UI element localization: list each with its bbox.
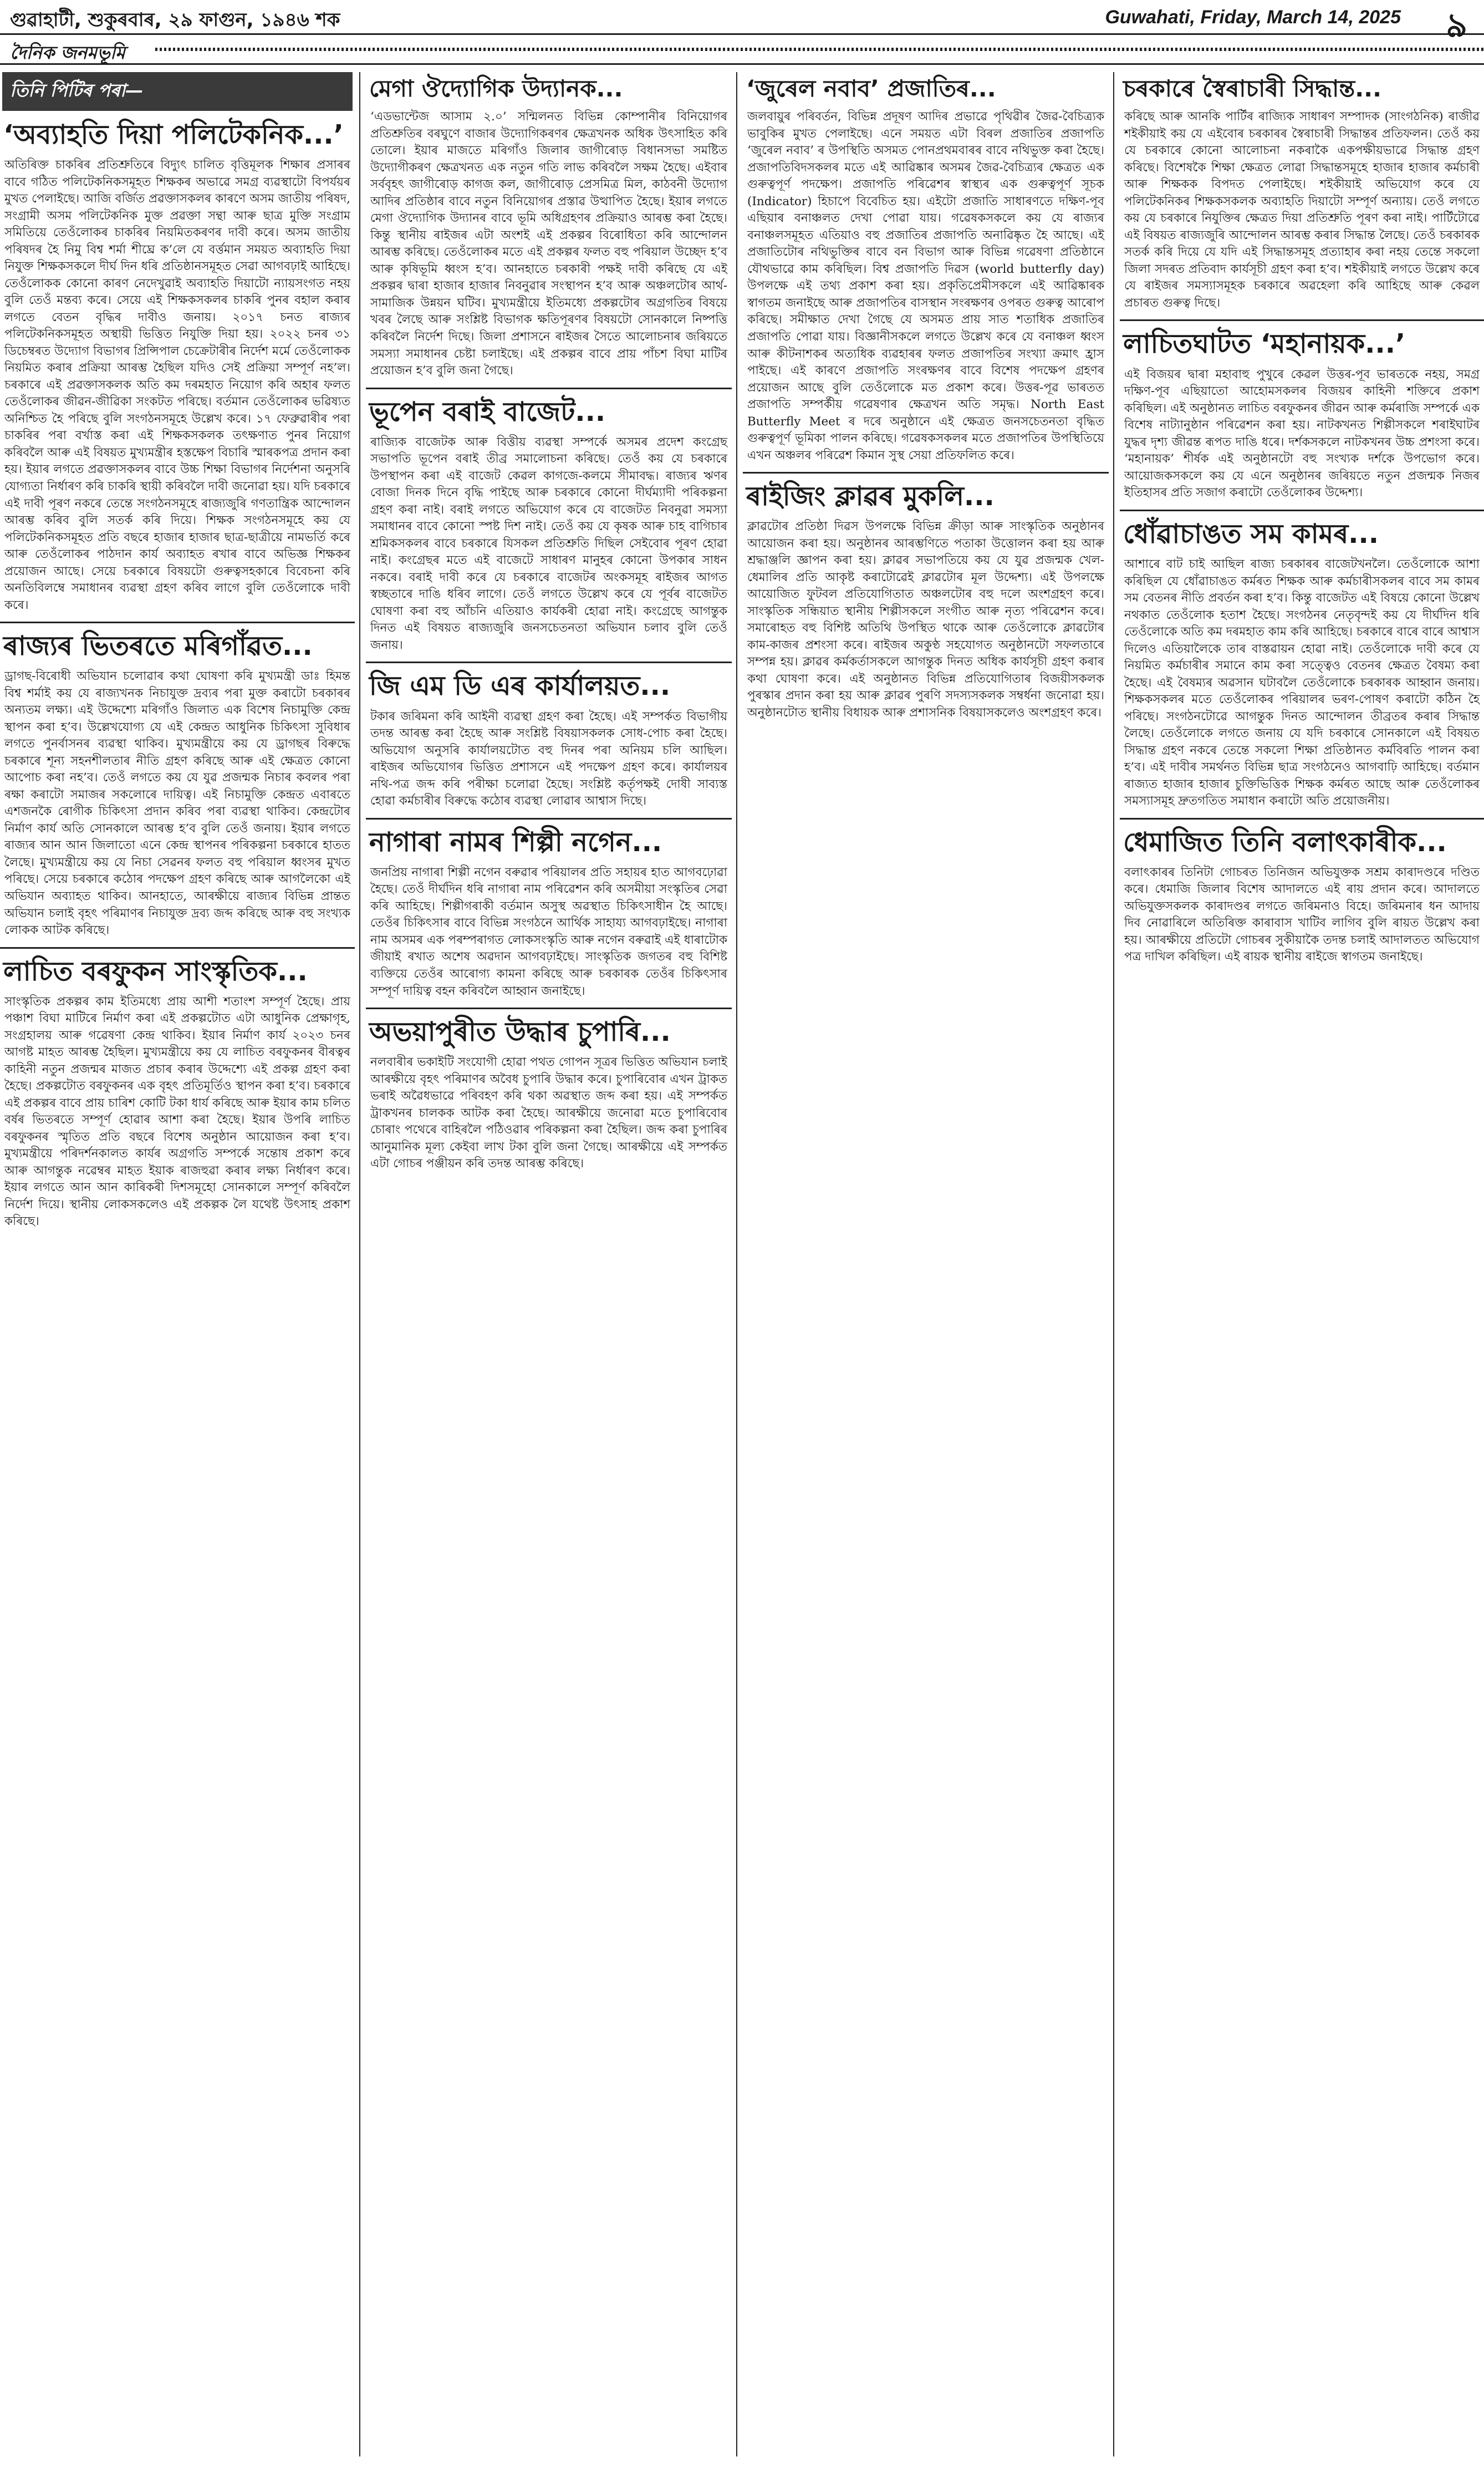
article-divider: [0, 947, 355, 949]
decorative-rule: [155, 48, 1484, 51]
article-headline: ‘জুৰেল নবাব’ প্ৰজাতিৰ...: [746, 75, 996, 102]
article-divider: [366, 388, 732, 389]
article-headline: ধোঁৱাচাঙত সম কামৰ...: [1123, 518, 1379, 550]
article-body: বলাৎকাৰৰ তিনিটা গোচৰত তিনিজন অভিযুক্তক সশ্ৰম কাৰাদণ্ডৰে দণ্ডিত কৰে। ধেমাজি জিলাৰ বিশেষ আদালতে এই ৰায় প্ৰদান কৰে। আদালতে অভিযুক্তসকলক কাৰাদণ্ডৰ লগতে জৰিমনাও বিহে। জৰিমনাৰ ধন আদায় দিব নোৱাৰিলে অতিৰিক্ত কাৰাবাস খাটিব লাগিব বুলি ৰায়ত উল্লেখ কৰা হয়। আৰক্ষীয়ে প্ৰতিটো গোচৰৰ সুকীয়াকৈ তদন্ত চলাই আদালতত অভিযোগ পত্ৰ দাখিল কৰিছিল। এই ৰায়ক স্থানীয় ৰাইজে স্বাগতম জনাইছে।: [1124, 865, 1480, 964]
article-headline: চৰকাৰে স্বৈৰাচাৰী সিদ্ধান্ত...: [1123, 75, 1382, 102]
article-body: ‘এডভান্টেজ আসাম ২.০’ সন্মিলনত বিভিন্ন কোম্পানীৰ বিনিয়োগৰ প্ৰতিশ্ৰুতিৰ বৰঘুণে বাজাৰ উদ্যোগিকৰণৰ ক্ষেত্ৰখনক অধিক উৎসাহিত কৰি তোলে। ইয়াৰ মাজতে মৰিগাঁও জিলাৰ জাগীৰোড় বিধানসভা সমষ্টিত উদ্যোগীকৰণ ক্ষেত্ৰখনত এক নতুন গতি লাভ কৰিবলৈ সক্ষম হৈছে। এইবাৰ সৰ্ববৃহৎ জাগীৰোড় কাগজ কল, জাগীৰোড় প্ৰেসমিত্ৰ মিল, কাঠবনী উদ্যোগ আদিৰ প্ৰতিষ্ঠাৰ বাবে নতুন বিনিয়োগৰ প্ৰস্তাৱ উত্থাপিত হৈছে। ইয়াৰ লগতে মেগা ঔদ্যোগিক উদ্যানৰ বাবে ভূমি অধিগ্ৰহণৰ প্ৰক্ৰিয়াও আৰম্ভ কৰা হৈছে। কিন্তু স্থানীয় ৰাইজৰ এটা অংশই এই প্ৰকল্পৰ বিৰোধিতা কৰি আন্দোলন আৰম্ভ কৰিছে। তেওঁলোকৰ মতে এই প্ৰকল্পৰ ফলত বহু পৰিয়াল উচ্ছেদ হ’ব আৰু কৃষিভূমি ধ্বংস হ’ব। আনহাতে চৰকাৰী পক্ষই দাবী কৰিছে যে এই প্ৰকল্পৰ দ্বাৰা হাজাৰ হাজাৰ নিবনুৱাৰ সংস্থাপন হ’ব আৰু অঞ্চলটোৰ আৰ্থ-সামাজিক উন্নয়ন ঘটিব। মুখ্যমন্ত্ৰীয়ে ইতিমধ্যে প্ৰকল্পটোৰ অগ্ৰগতিৰ বিষয়ে খবৰ লৈছে আৰু সংশ্লিষ্ট বিভাগক ক্ষতিপূৰণৰ বিষয়টো সোনকালে নিষ্পত্তি কৰিবলৈ নিৰ্দেশ দিছে। জিলা প্ৰশাসনে ৰাইজৰ সৈতে আলোচনাৰ জৰিয়তে সমস্যা সমাধানৰ চেষ্টা চলাইছে। এই প্ৰকল্পৰ বাবে প্ৰায় পাঁচশ বিঘা মাটিৰ প্ৰয়োজন হ’ব বুলি জনা গৈছে।: [370, 110, 727, 378]
article-headline: ধেমাজিত তিনি বলাৎকাৰীক...: [1123, 826, 1447, 858]
article-headline: লাচিত বৰফুকন সাংস্কৃতিক...: [3, 955, 308, 987]
article-divider: [743, 472, 1109, 474]
article-divider: [366, 662, 732, 663]
article-body: আশাৰে বাট চাই আছিল ৰাজ্য চৰকাৰৰ বাজেটখনলৈ। তেওঁলোকে আশা কৰিছিল যে ধোঁৱাচাঙত কৰ্মৰত শিক্ষক আৰু কৰ্মচাৰীসকলৰ বাবে সম কামৰ সম বেতনৰ নীতি প্ৰবৰ্তন কৰা হ’ব। কিন্তু বাজেটত এই বিষয়ে কোনো উল্লেখ নথকাত তেওঁলোক হতাশ হৈছে। সংগঠনৰ নেতৃবৃন্দই কয় যে দীৰ্ঘদিন ধৰি তেওঁলোকে অতি কম দৰমহাত কাম কৰি আহিছে। চৰকাৰে বাৰে বাৰে আশ্বাস দিলেও এতিয়ালৈকে তাৰ বাস্তৱায়ন হোৱা নাই। তেওঁলোকে দাবী কৰে যে নিয়মিত কৰ্মচাৰীৰ সমানে কাম কৰা সত্ত্বেও বেতনৰ ক্ষেত্ৰত বৈষম্য কৰা হৈছে। এই বৈষম্যৰ অৱসান ঘটাবলৈ তেওঁলোকে চৰকাৰক আহ্বান জনায়। শিক্ষকসকলৰ মতে তেওঁলোকৰ পৰিয়ালৰ ভৰণ-পোষণ কৰাটো কঠিন হৈ পৰিছে। সংগঠনটোৱে আগন্তুক দিনত আন্দোলন তীব্ৰতৰ কৰাৰ সিদ্ধান্ত লৈছে। তেওঁলোকে লগতে জনায় যে যদি চৰকাৰে সোনকালে এই বিষয়ত সিদ্ধান্ত গ্ৰহণ নকৰে তেন্তে সকলো শিক্ষা প্ৰতিষ্ঠানত কৰ্মবিৰতি পালন কৰা হ’ব। এই দাবীৰ সমৰ্থনত বিভিন্ন ছাত্ৰ সংগঠনেও আগবাঢ়ি আহিছে। বৰ্তমান ৰাজ্যত হাজাৰ হাজাৰ চুক্তিভিত্তিক শিক্ষক কৰ্মৰত আছে আৰু তেওঁলোকৰ সমস্যাসমূহ দ্ৰুতগতিত সমাধান কৰাটো অতি প্ৰয়োজনীয়।: [1124, 557, 1480, 808]
column-divider: [359, 72, 360, 2456]
column-divider: [1113, 72, 1114, 2456]
article-headline: লাচিতঘাটত ‘মহানায়ক...’: [1123, 328, 1406, 360]
article-headline: ভূপেন বৰাই বাজেট...: [369, 396, 606, 428]
article-divider: [1120, 818, 1484, 820]
column-1: [0, 72, 355, 2456]
column-2: [366, 72, 732, 2456]
article-headline: ‘অব্যাহতি দিয়া পলিটেকনিক...’: [3, 119, 344, 150]
article-divider: [366, 818, 732, 820]
article-divider: [0, 622, 355, 623]
article-body: ড্ৰাগছ-বিৰোধী অভিযান চলোৱাৰ কথা ঘোষণা কৰি মুখ্যমন্ত্ৰী ডাঃ হিমন্ত বিশ্ব শৰ্মাই কয় যে ৰাজ্যখনক নিচাযুক্ত দ্ৰব্যৰ পৰা মুক্ত কৰাটো চৰকাৰৰ অন্যতম লক্ষ্য। এই উদ্দেশ্যে মৰিগাঁও জিলাত এক বিশেষ নিচামুক্তি কেন্দ্ৰ স্থাপন কৰা হ’ব। উল্লেখযোগ্য যে এই কেন্দ্ৰত আধুনিক চিকিৎসা সুবিধাৰ লগতে পুনৰ্বাসনৰ ব্যৱস্থা থাকিব। মুখ্যমন্ত্ৰীয়ে কয় যে ড্ৰাগছৰ বিৰুদ্ধে চৰকাৰে শূন্য সহনশীলতাৰ নীতি গ্ৰহণ কৰিছে আৰু এই ক্ষেত্ৰত কোনো আপোচ কৰা নহ’ব। তেওঁ লগতে কয় যে যুৱ প্ৰজন্মক নিচাৰ কবলৰ পৰা ৰক্ষা কৰাটো সমাজৰ সকলোৰে দায়িত্ব। এই নিচামুক্তি কেন্দ্ৰত এবাৰতে এশজনকৈ ৰোগীক চিকিৎসা প্ৰদান কৰিব পৰা ব্যৱস্থা থাকিব। কেন্দ্ৰটোৰ নিৰ্মাণ কাৰ্য অতি সোনকালে আৰম্ভ হ’ব বুলি তেওঁ জনায়। ইয়াৰ লগতে ৰাজ্যৰ আন আন জিলাতো এনে কেন্দ্ৰ স্থাপনৰ পৰিকল্পনা চৰকাৰে হাতত লৈছে। মুখ্যমন্ত্ৰীয়ে কয় যে নিচা সেৱনৰ ফলত বহু পৰিয়াল ধ্বংসৰ মুখত পৰিছে। সেয়ে চৰকাৰে কঠোৰ পদক্ষেপ গ্ৰহণ কৰিছে আৰু আগলৈকো এই অভিযান অব্যাহত থাকিব। আনহাতে, আৰক্ষীয়ে ৰাজ্যৰ বিভিন্ন প্ৰান্তত অভিযান চলাই বৃহৎ পৰিমাণৰ নিচাযুক্ত দ্ৰব্য জব্দ কৰিছে আৰু বহু সংখ্যক লোকক আটক কৰিছে।: [4, 669, 350, 938]
article-headline: ৰাজ্যৰ ভিতৰতে মৰিগাঁৱত...: [3, 630, 313, 662]
article-headline: জি এম ডি এৰ কাৰ্যালয়ত...: [369, 670, 671, 702]
page-number: ৯: [1446, 6, 1467, 45]
article-divider: [1120, 319, 1484, 321]
article-body: এই বিজয়ৰ দ্বাৰা মহাবাহু পুখুৰে কেৱল উত্তৰ-পূব ভাৰতকে নহয়, সমগ্ৰ দক্ষিণ-পূব এছিয়াতো আহোমসকলৰ বিজয়ৰ কাহিনী শক্তিৰে প্ৰকাশ কৰিছিল। এই অনুষ্ঠানত লাচিত বৰফুকনৰ জীৱন আৰু কৰ্মৰাজি সম্পৰ্কে এক বিশেষ নাট্যানুষ্ঠান পৰিৱেশন কৰা হয়। নাটকখনত শিল্পীসকলে শৰাইঘাটৰ যুদ্ধৰ দৃশ্য জীৱন্ত ৰূপত দাঙি ধৰে। দৰ্শকসকলে নাটকখনৰ উচ্চ প্ৰশংসা কৰে। ‘মহানায়ক’ শীৰ্ষক এই অনুষ্ঠানটো বহু সংখ্যক দৰ্শকে উপভোগ কৰে। আয়োজকসকলে কয় যে এনে অনুষ্ঠানৰ জৰিয়তে নতুন প্ৰজন্মক নিজৰ ইতিহাসৰ প্ৰতি সজাগ কৰাটো তেওঁলোকৰ উদ্দেশ্য।: [1124, 367, 1480, 500]
header-date-assamese: গুৱাহাটী, শুকুৰবাৰ, ২৯ ফাগুন, ১৯৪৬ শক: [10, 9, 340, 31]
article-body: ক্লাৱটোৰ প্ৰতিষ্ঠা দিৱস উপলক্ষে বিভিন্ন ক্ৰীড়া আৰু সাংস্কৃতিক অনুষ্ঠানৰ আয়োজন কৰা হয়। অনুষ্ঠানৰ আৰম্ভণিতে পতাকা উত্তোলন কৰা হয় আৰু শ্ৰদ্ধাঞ্জলি জ্ঞাপন কৰা হয়। ক্লাৱৰ সভাপতিয়ে কয় যে যুৱ প্ৰজন্মক খেল-ধেমালিৰ প্ৰতি আকৃষ্ট কৰাটোৱেই ক্লাৱটোৰ মূল উদ্দেশ্য। এই উপলক্ষে আয়োজিত ফুটবল প্ৰতিযোগিতাত অঞ্চলটোৰ বহু দলে অংশগ্ৰহণ কৰে। সাংস্কৃতিক সন্ধিয়াত স্থানীয় শিল্পীসকলে সংগীত আৰু নৃত্য পৰিৱেশন কৰে। সমাৰোহত বহু বিশিষ্ট অতিথি উপস্থিত থাকে আৰু তেওঁলোকে ক্লাৱটোৰ কাম-কাজৰ প্ৰশংসা কৰে। ৰাইজৰ অকুণ্ঠ সহযোগত অনুষ্ঠানটো সফলতাৰে সম্পন্ন হয়। ক্লাৱৰ কৰ্মকৰ্তাসকলে আগন্তুক দিনত অধিক কাৰ্যসূচী গ্ৰহণ কৰাৰ কথা ঘোষণা কৰে। এই অনুষ্ঠানত বিভিন্ন প্ৰতিযোগিতাৰ বিজয়ীসকলক পুৰস্কাৰ প্ৰদান কৰা হয় আৰু ক্লাৱৰ পুৰণি সদস্যসকলক সম্বৰ্ধনা জনোৱা হয়। অনুষ্ঠানটোত স্থানীয় বিধায়ক আৰু প্ৰশাসনিক বিষয়াসকলেও অংশগ্ৰহণ কৰে।: [747, 520, 1104, 720]
article-headline: ৰাইজিং ক্লাৱৰ মুকলি...: [746, 481, 995, 512]
article-headline: অভয়াপুৰীত উদ্ধাৰ চুপাৰি...: [369, 1016, 671, 1048]
section-kicker: তিনি পিটিৰ পৰা—: [2, 72, 353, 111]
article-body: নলবাৰীৰ ভকাইটি সংযোগী হোৱা পথত গোপন সূত্ৰৰ ভিত্তিত অভিযান চলাই আৰক্ষীয়ে বৃহৎ পৰিমাণৰ অবৈধ চুপাৰি উদ্ধাৰ কৰে। চুপাৰিবোৰ এখন ট্ৰাকত ভৰাই অৱৈধভাৱে পৰিবহণ কৰি থকা অৱস্থাত জব্দ কৰা হয়। এই সম্পৰ্কত ট্ৰাকখনৰ চালকক আটক কৰা হৈছে। আৰক্ষীয়ে জনোৱা মতে চুপাৰিবোৰ চোৰাং পথেৰে বাহিৰলৈ পঠিওৱাৰ পৰিকল্পনা কৰা হৈছিল। জব্দ কৰা চুপাৰিৰ আনুমানিক মূল্য কেইবা লাখ টকা বুলি জনা গৈছে। আৰক্ষীয়ে এই সম্পৰ্কত এটা গোচৰ পঞ্জীয়ন কৰি তদন্ত আৰম্ভ কৰিছে।: [370, 1055, 727, 1171]
header-date-english: Guwahati, Friday, March 14, 2025: [1105, 7, 1401, 28]
paper-strip: [0, 35, 1484, 65]
article-body: ৰাজ্যিক বাজেটক আৰু বিত্তীয় ব্যৱস্থা সম্পৰ্কে অসমৰ প্ৰদেশ কংগ্ৰেছ সভাপতি ভূপেন বৰাই তীব্ৰ সমালোচনা কৰিছে। তেওঁ কয় যে চৰকাৰে উপস্থাপন কৰা এই বাজেট কেৱল কাগজে-কলমে সীমাবদ্ধ। ৰাজ্যৰ ঋণৰ বোজা দিনক দিনে বৃদ্ধি পাইছে আৰু চৰকাৰে কোনো দীৰ্ঘম্যাদী পৰিকল্পনা গ্ৰহণ কৰা নাই। বৰাই লগতে অভিযোগ কৰে যে বাজেটত নিবনুৱা সমস্যা সমাধানৰ বাবে কোনো স্পষ্ট দিশ নাই। তেওঁ কয় যে কৃষক আৰু চাহ বাগিচাৰ শ্ৰমিকসকলৰ বাবে চৰকাৰে যিসকল প্ৰতিশ্ৰুতি দিছিল সেইবোৰ পূৰণ হোৱা নাই। কংগ্ৰেছৰ মতে এই বাজেটে সাধাৰণ মানুহৰ কোনো উপকাৰ সাধন নকৰে। বৰাই দাবী কৰে যে চৰকাৰে বাজেটৰ অংকসমূহ ৰাইজৰ আগত স্বচ্ছতাৰে দাঙি ধৰিব লাগে। তেওঁ লগতে উল্লেখ কৰে যে পূৰ্বৰ বাজেটত ঘোষণা কৰা বহু আঁচনি এতিয়াও কাৰ্যকৰী হোৱা নাই। কংগ্ৰেছে আগন্তুক দিনত এই বিষয়ত ৰাজ্যজুৰি জনসচেতনতা অভিযান চলাব বুলি তেওঁ জনায়।: [370, 435, 727, 652]
column-3: [743, 72, 1109, 2456]
column-divider: [736, 72, 737, 2456]
column-4: [1120, 72, 1484, 2456]
article-body: জনপ্ৰিয় নাগাৰা শিল্পী নগেন বৰুৱাৰ পৰিয়ালৰ প্ৰতি সহায়ৰ হাত আগবঢ়োৱা হৈছে। তেওঁ দীৰ্ঘদিন ধৰি নাগাৰা নাম পৰিৱেশন কৰি অসমীয়া সংস্কৃতিৰ সেৱা কৰি আহিছে। শিল্পীগৰাকী বৰ্তমান অসুস্থ অৱস্থাত চিকিৎসাধীন হৈ আছে। তেওঁৰ চিকিৎসাৰ বাবে বিভিন্ন সংগঠনে আৰ্থিক সাহায্য আগবঢ়াইছে। নাগাৰা নাম অসমৰ এক পৰম্পৰাগত লোকসংস্কৃতি আৰু নগেন বৰুৱাই এই ধাৰাটোক জীয়াই ৰখাত অশেষ অৱদান আগবঢ়াইছে। সাংস্কৃতিক জগতৰ বহু বিশিষ্ট ব্যক্তিয়ে তেওঁৰ আৰোগ্য কামনা কৰিছে আৰু চৰকাৰক তেওঁৰ চিকিৎসাৰ সম্পূৰ্ণ দায়িত্ব বহন কৰিবলৈ আহ্বান জনাইছে।: [370, 865, 727, 998]
article-body: অতিৰিক্ত চাকৰিৰ প্ৰতিশ্ৰুতিৰে বিদ্যুৎ চালিত বৃত্তিমূলক শিক্ষাৰ প্ৰসাৰৰ বাবে গঠিত পলিটেকনিকসমূহত শিক্ষকৰ অভাৱে সমগ্ৰ ব্যৱস্থাটো বিপৰ্যয়ৰ মুখত পেলাইছে। আজি বৰ্জিত প্ৰৱক্তাসকলৰ কাৰণে অসম জাতীয় পৰিষদ, সংগ্ৰামী অসম পলিটেকনিক মুক্ত প্ৰৱক্তা সন্থা আৰু ছাত্ৰ মুক্তি সংগ্ৰাম সমিতিয়ে তেওঁলোকৰ চাকৰিৰ নিয়মিতকৰণৰ দাবী কৰে। অসম জাতীয় পৰিষদৰ হৈ নিমু বিশ্ব শৰ্মা শীঘ্ৰে ক’লে যে বৰ্ত্তমান সময়ত অব্যাহতি দিয়া নিযুক্ত শিক্ষকসকলে দীৰ্ঘ দিন ধৰি প্ৰতিষ্ঠানসমূহত সেৱা আগবঢ়াই আহিছে। তেওঁলোকক কোনো কাৰণ নেদেখুৱাই অব্যাহতি দিয়াটো ন্যায়সংগত নহয় বুলি তেওঁ মন্তব্য কৰে। সেয়ে এই শিক্ষকসকলৰ চাকৰি পুনৰ বহাল কৰাৰ লগতে বেতন বৃদ্ধিৰ দাবীও জনায়। ২০১৭ চনত ৰাজ্যৰ পলিটেকনিকসমূহত অস্থায়ী ভিত্তিত নিযুক্তি দিয়া হয়। ২০২২ চনৰ ৩১ ডিচেম্বৰত উদ্যোগ বিভাগৰ প্ৰিন্সিপাল চেক্ৰেটাৰীৰ নিৰ্দেশ মৰ্মে তেওঁলোকক নিয়মিত কৰাৰ প্ৰক্ৰিয়া আৰম্ভ হৈছিল যদিও সেই প্ৰক্ৰিয়া সম্পূৰ্ণ নহ’ল। চৰকাৰে এই প্ৰৱক্তাসকলক অতি কম দৰমহাত নিয়োগ কৰি অহাৰ ফলত তেওঁলোকৰ জীৱন-জীৱিকা সংকটত পৰিছে। বৰ্তমান তেওঁলোকৰ ভৱিষ্যত অনিশ্চিত হৈ পৰিছে বুলি সংগঠনসমূহে উল্লেখ কৰে। ১৭ ফেব্ৰুৱাৰীৰ পৰা চাকৰিৰ পৰা বৰ্খাস্ত কৰা এই শিক্ষকসকলক তৎক্ষণাত পুনৰ নিয়োগ কৰিবলৈ আৰু এই বিষয়ত মুখ্যমন্ত্ৰীৰ হস্তক্ষেপ বিচাৰি স্মাৰকপত্ৰ প্ৰদান কৰা হয়। ইয়াৰ লগতে প্ৰৱক্তাসকলৰ বাবে উচ্চ শিক্ষা বিভাগৰ নিৰ্দেশনা অনুসৰি যোগ্যতা নিৰ্ধাৰণ কৰি চাকৰি স্থায়ী কৰিবলৈ দাবী জনোৱা হয়। যদি চৰকাৰে এই দাবী পূৰণ নকৰে তেন্তে সংগঠনসমূহে ৰাজ্যজুৰি গণতান্ত্ৰিক আন্দোলন আৰম্ভ কৰিব বুলি সতৰ্ক কৰি দিয়ে। শিক্ষক সংগঠনসমূহে কয় যে পলিটেকনিকসমূহত প্ৰতি বছৰে হাজাৰ হাজাৰ ছাত্ৰ-ছাত্ৰীয়ে নামভৰ্তি কৰে আৰু তেওঁলোকৰ পাঠদান কাৰ্য অব্যাহত ৰখাৰ বাবে অভিজ্ঞ শিক্ষকৰ প্ৰয়োজন আছে। সেয়ে চৰকাৰে বিষয়টো গুৰুত্বসহকাৰে বিবেচনা কৰি অনতিবিলম্বে সমাধানৰ ব্যৱস্থা গ্ৰহণ কৰিব লাগে বুলি তেওঁলোকে দাবী কৰে।: [4, 158, 350, 612]
article-headline: মেগা ঔদ্যোগিক উদ্যানক...: [369, 75, 623, 102]
paper-name: দৈনিক জনমভূমি: [10, 42, 125, 63]
article-body: জলবায়ুৰ পৰিবৰ্তন, বিভিন্ন প্ৰদূষণ আদিৰ প্ৰভাৱে পৃথিৱীৰ জৈৱ-বৈচিত্ৰ্যক ভাবুকিৰ মুখত পেলাইছে। এনে সময়ত এটা বিৰল প্ৰজাতিৰ প্ৰজাপতি ‘জুৰেল নবাব’ ৰ উপস্থিতি অসমত পোনপ্ৰথমবাৰৰ বাবে নথিভুক্ত কৰা হৈছে। প্ৰজাপতিবিদসকলৰ মতে এই আৱিষ্কাৰ অসমৰ জৈৱ-বৈচিত্ৰ্যৰ ক্ষেত্ৰত এক গুৰুত্বপূৰ্ণ পদক্ষেপ। প্ৰজাপতি পৰিৱেশৰ স্বাস্থ্যৰ এক গুৰুত্বপূৰ্ণ সূচক (Indicator) হিচাপে বিবেচিত হয়। এইটো প্ৰজাতি সাধাৰণতে দক্ষিণ-পূব এছিয়াৰ বনাঞ্চলত দেখা পোৱা যায়। গৱেষকসকলে কয় যে ৰাজ্যৰ বনাঞ্চলসমূহত এতিয়াও বহু প্ৰজাতিৰ প্ৰজাপতি অনাৱিষ্কৃত হৈ আছে। এই প্ৰজাতিটোৰ নথিভুক্তিৰ বাবে বন বিভাগ আৰু বিভিন্ন গৱেষণা প্ৰতিষ্ঠানে যৌথভাৱে কাম কৰিছিল। বিশ্ব প্ৰজাপতি দিৱস (world butterfly day) উপলক্ষে এই তথ্য প্ৰকাশ কৰা হয়। প্ৰকৃতিপ্ৰেমীসকলে এই আৱিষ্কাৰক স্বাগতম জনাইছে আৰু প্ৰজাপতিৰ বাসস্থান সংৰক্ষণৰ ওপৰত গুৰুত্ব আৰোপ কৰিছে। সমীক্ষাত দেখা গৈছে যে অসমত প্ৰায় সাত শতাধিক প্ৰজাতিৰ প্ৰজাপতি পোৱা যায়। বিজ্ঞানীসকলে লগতে উল্লেখ কৰে যে বনাঞ্চল ধ্বংস আৰু কীটনাশকৰ অত্যধিক ব্যৱহাৰৰ ফলত প্ৰজাপতিৰ সংখ্যা ক্ৰমাৎ হ্ৰাস পাইছে। এই কাৰণে প্ৰজাপতি সংৰক্ষণৰ বাবে বিশেষ পদক্ষেপ গ্ৰহণৰ প্ৰয়োজন আছে বুলি তেওঁলোকে মত প্ৰকাশ কৰে। উত্তৰ-পূৱ ভাৰতত প্ৰজাপতি সম্পৰ্কীয় গৱেষণাৰ ক্ষেত্ৰখন অতি সমৃদ্ধ। North East Butterfly Meet ৰ দৰে অনুষ্ঠানে এই ক্ষেত্ৰত জনসচেতনতা বৃদ্ধিত গুৰুত্বপূৰ্ণ ভূমিকা পালন কৰিছে। গৱেষকসকলৰ মতে প্ৰজাপতিৰ উপস্থিতিয়ে এখন অঞ্চলৰ পৰিৱেশ কিমান সুস্থ সেয়া প্ৰতিফলিত কৰে।: [747, 110, 1104, 462]
article-body: কৰিছে আৰু আনকি পার্টিৰ ৰাজ্যিক সাধাৰণ সম্পাদক (সাংগঠনিক) ৰাজীৱ শইকীয়াই কয় যে এইবোৰ চৰকাৰৰ স্বৈৰাচাৰী সিদ্ধান্তৰ প্ৰতিফলন। তেওঁ কয় যে চৰকাৰে কোনো আলোচনা নকৰাকৈ একপক্ষীয়ভাৱে সিদ্ধান্ত গ্ৰহণ কৰিছে। বিশেষকৈ শিক্ষা ক্ষেত্ৰত লোৱা সিদ্ধান্তসমূহে হাজাৰ হাজাৰ কৰ্মচাৰী আৰু শিক্ষকক বিপদত পেলাইছে। শইকীয়াই অভিযোগ কৰে যে পলিটেকনিকৰ শিক্ষকসকলক অব্যাহতি দিয়াটো সম্পূৰ্ণ অন্যায়। তেওঁ লগতে কয় যে চৰকাৰে নিযুক্তিৰ ক্ষেত্ৰত দিয়া প্ৰতিশ্ৰুতি পূৰণ কৰা নাই। পার্টিটোৱে এই বিষয়ত ৰাজ্যজুৰি আন্দোলন আৰম্ভ কৰাৰ সিদ্ধান্ত লৈছে। তেওঁ চৰকাৰক সতৰ্ক কৰি দিয়ে যে যদি এই সিদ্ধান্তসমূহ প্ৰত্যাহাৰ কৰা নহয় তেন্তে সকলো জিলা সদৰত প্ৰতিবাদ কাৰ্যসূচী গ্ৰহণ কৰা হ’ব। শইকীয়াই লগতে উল্লেখ কৰে যে ৰাইজৰ সমস্যাসমূহক চৰকাৰে অৱহেলা কৰি আহিছে আৰু কেৱল প্ৰচাৰত গুৰুত্ব দিছে।: [1124, 110, 1480, 310]
article-body: সাংস্কৃতিক প্ৰকল্পৰ কাম ইতিমধ্যে প্ৰায় আশী শতাংশ সম্পূৰ্ণ হৈছে। প্ৰায় পঞ্চাশ বিঘা মাটিৰে নিৰ্মাণ কৰা এই প্ৰকল্পটোত এটা আধুনিক প্ৰেক্ষাগৃহ, সংগ্ৰহালয় আৰু গৱেষণা কেন্দ্ৰ থাকিব। ইয়াৰ নিৰ্মাণ কাৰ্য ২০২৩ চনৰ আগষ্ট মাহত আৰম্ভ হৈছিল। মুখ্যমন্ত্ৰীয়ে কয় যে লাচিত বৰফুকনৰ বীৰত্বৰ কাহিনী নতুন প্ৰজন্মৰ মাজত প্ৰচাৰ কৰাৰ উদ্দেশ্যে এই প্ৰকল্প গ্ৰহণ কৰা হৈছে। প্ৰকল্পটোত বৰফুকনৰ এক বৃহৎ প্ৰতিমূৰ্তিও স্থাপন কৰা হ’ব। চৰকাৰে এই প্ৰকল্পৰ বাবে প্ৰায় চাৰিশ কোটি টকা ধাৰ্য কৰিছে আৰু ইয়াৰ কাম চলিত বৰ্ষৰ ভিতৰতে সম্পূৰ্ণ হোৱাৰ আশা কৰা হৈছে। ইয়াৰ উপৰি লাচিত বৰফুকনৰ স্মৃতিত প্ৰতি বছৰে বিশেষ অনুষ্ঠান আয়োজন কৰা হ’ব। মুখ্যমন্ত্ৰীয়ে পৰিদৰ্শনকালত কাৰ্যৰ অগ্ৰগতি সম্পৰ্কে সন্তোষ প্ৰকাশ কৰে আৰু আগন্তুক নৱেম্বৰ মাহত ইয়াক ৰাজহুৱা কৰাৰ লক্ষ্য নিৰ্ধাৰণ কৰে। ইয়াৰ লগতে আন আন কাৰিকৰী দিশসমূহো সোনকালে সম্পূৰ্ণ কৰিবলৈ নিৰ্দেশ দিয়ে। স্থানীয় লোকসকলেও এই প্ৰকল্পক লৈ যথেষ্ট উৎসাহ প্ৰকাশ কৰিছে।: [4, 994, 350, 1229]
article-divider: [1120, 510, 1484, 511]
article-body: টকাৰ জৰিমনা কৰি আইনী ব্যৱস্থা গ্ৰহণ কৰা হৈছে। এই সম্পৰ্কত বিভাগীয় তদন্ত আৰম্ভ কৰা হৈছে আৰু সংশ্লিষ্ট বিষয়াসকলক সোধ-পোচ কৰা হৈছে। অভিযোগ অনুসৰি কাৰ্যালয়টোত বহু দিনৰ পৰা অনিয়ম চলি আছিল। ৰাইজৰ অভিযোগৰ ভিত্তিত প্ৰশাসনে এই পদক্ষেপ গ্ৰহণ কৰে। কাৰ্যালয়ৰ নথি-পত্ৰ জব্দ কৰি পৰীক্ষা চলোৱা হৈছে। সংশ্লিষ্ট কৰ্তৃপক্ষই দোষী সাব্যস্ত হোৱা কৰ্মচাৰীৰ বিৰুদ্ধে কঠোৰ ব্যৱস্থা লোৱাৰ আশ্বাস দিছে।: [370, 709, 727, 808]
article-divider: [366, 1008, 732, 1009]
article-headline: নাগাৰা নামৰ শিল্পী নগেন...: [369, 826, 662, 858]
page-header: [0, 0, 1484, 45]
